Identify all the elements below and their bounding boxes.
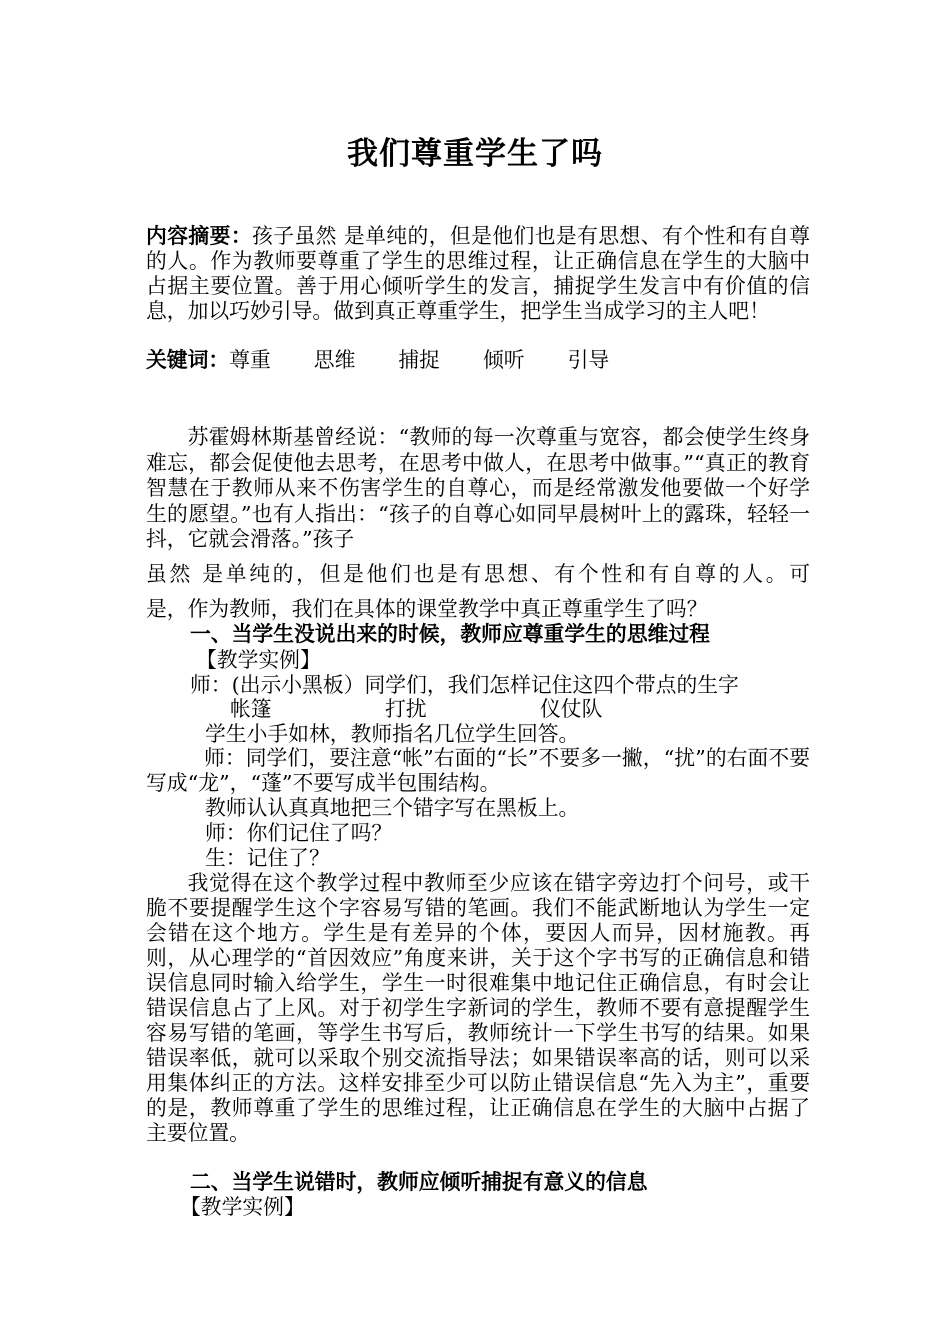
keyword-item: 倾听 [482,348,525,372]
keywords-label: 关键词： [146,348,230,372]
abstract-text: 孩子虽然 是单纯的，但是他们也是有思想、有个性和有自尊的人。作为教师要尊重了学生的思维过程，让正确信息在学生的大脑中占据主要位置。善于用心倾听学生的发言，捕捉学生发言中有价值的信息，加以巧妙引导。做到真正尊重学生，把学生当成学习的主人吧！ [146,224,810,323]
analysis-paragraph: 我觉得在这个教学过程中教师至少应该在错字旁边打个问号，或干脆不要提醒学生这个字容易写错的笔画。我们不能武断地认为学生一定会错在这个地方。学生是有差异的个体，要因人而异，因材施教。再则，从心理学的“首因效应”角度来讲，关于这个字书写的正确信息和错误信息同时输入给学生，学生一时很难集中地记住正确信息，有时会让错误信息占了上风。对于初学生字新词的学生，教师不要有意提醒学生容易写错的笔画，等学生书写后，教师统计一下学生书写的结果。如果错误率低，就可以采取个别交流指导法；如果错误率高的话，则可以采用集体纠正的方法。这样安排至少可以防止错误信息“先入为主”，重要的是，教师尊重了学生的思维过程，让正确信息在学生的大脑中占据了主要位置。 [146,871,810,1145]
abstract-paragraph [146,224,810,324]
keywords-line [146,348,810,373]
abstract-label: 内容摘要： [146,224,253,248]
ask-line: 师：你们记住了吗？ [205,821,393,845]
intro-paragraph: 苏霍姆林斯基曾经说：“教师的每一次尊重与宽容，都会使学生终身难忘，都会促使他去思考，在思考中做人，在思考中做事。”“真正的教育智慧在于教师从来不伤害学生的自尊心，而是经常激发他要做一个好学生的愿望。”也有人指出：“孩子的自尊心如同早晨树叶上的露珠，轻轻一抖，它就会滑落。”孩子 [146,425,810,551]
section-heading-2: 二、当学生说错时，教师应倾听捕捉有意义的信息 [190,1170,648,1194]
keyword-item: 思维 [313,348,356,372]
intro-line-2: 虽然 是单纯的，但是他们也是有思想、有个性和有自尊的人。可 [146,562,810,586]
vocab-word: 帐篷 [230,697,272,721]
keyword-item: 引导 [567,348,610,372]
section-heading-1: 一、当学生没说出来的时候，教师应尊重学生的思维过程 [190,622,710,646]
teacher-reply: 师：同学们，要注意“帐”右面的“长”不要多一撇，“扰”的右面不要写成“龙”，“蓬”不要写成半包围结构。 [146,746,810,795]
student-line: 学生小手如林，教师指名几位学生回答。 [205,722,580,746]
example-label-1: 【教学实例】 [196,648,321,672]
keyword-item: 捕捉 [398,348,440,372]
board-line: 教师认认真真地把三个错字写在黑板上。 [205,796,580,820]
answer-line: 生：记住了？ [205,846,330,870]
intro-line-3: 是，作为教师，我们在具体的课堂教学中真正尊重学生了吗？ [146,597,708,621]
vocab-word: 打扰 [385,697,427,721]
example-label-2: 【教学实例】 [180,1195,305,1219]
teacher-line: 师：(出示小黑板）同学们，我们怎样记住这四个带点的生字 [190,673,739,697]
keyword-item: 尊重 [229,348,271,372]
page-title: 我们尊重学生了吗 [347,136,603,172]
vocab-word: 仪仗队 [540,697,603,721]
